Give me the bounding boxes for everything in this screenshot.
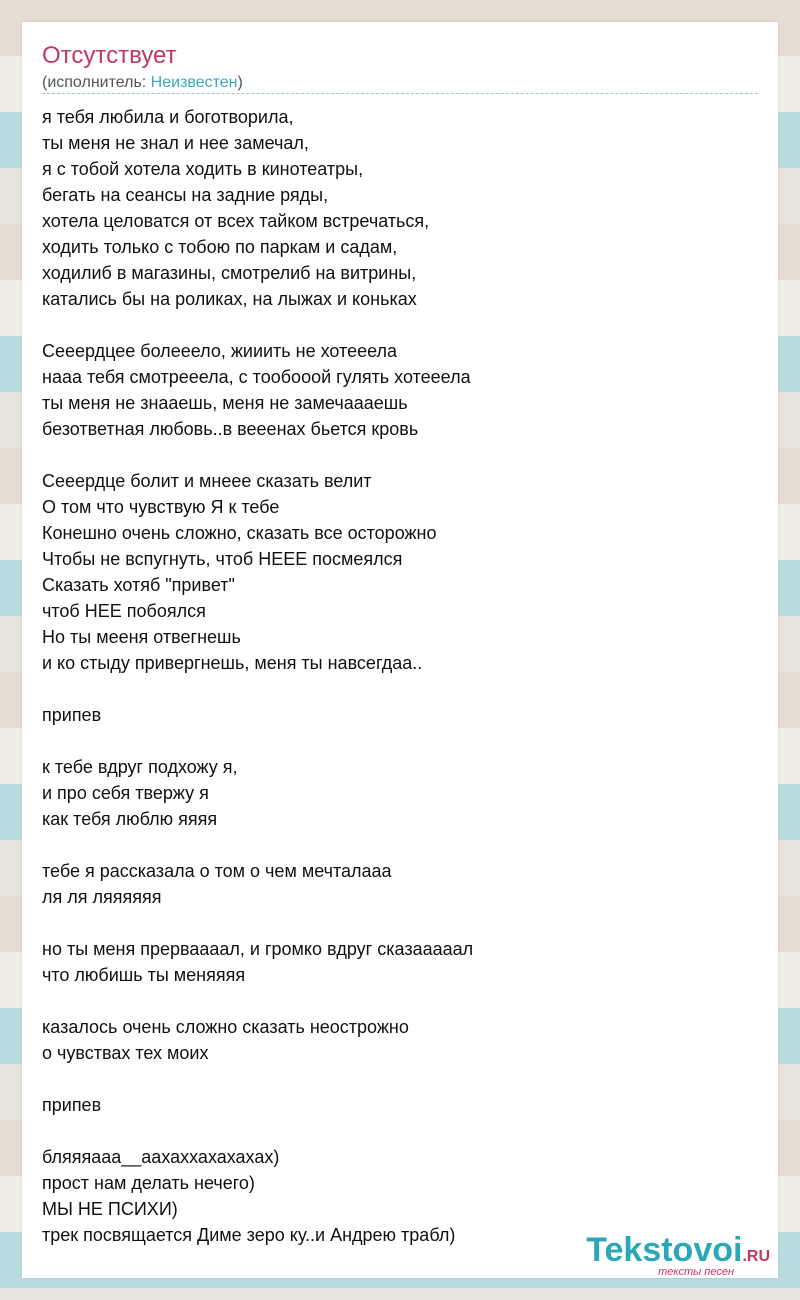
lyric-line: припев [42,705,102,725]
lyric-line: я тебя любила и боготворила, [42,107,294,127]
lyric-line: о чувствах тех моих [42,1043,209,1063]
lyric-line: катались бы на роликах, на лыжах и коньках [42,289,417,309]
lyric-line: и про себя твержу я [42,783,209,803]
lyric-line [42,1066,758,1092]
lyric-line: ля ля ляяяяяя [42,887,162,907]
lyric-line [42,312,758,338]
lyric-line [42,676,758,702]
lyric-line: казалось очень сложно сказать неострожно [42,1017,409,1037]
lyric-line: МЫ НЕ ПСИХИ) [42,1199,178,1219]
lyric-line: нааа тебя смотрееела, с тообооой гулять хотееела [42,367,471,387]
lyric-line [42,442,758,468]
lyric-line: бегать на сеансы на задние ряды, [42,185,329,205]
lyric-line: Конешно очень сложно, сказать все осторожно [42,523,437,543]
lyric-line: прост нам делать нечего) [42,1173,255,1193]
lyric-line: тебе я рассказала о том о чем мечталааа [42,861,392,881]
lyric-line: трек посвящается Диме зеро ку..и Андрею трабл) [42,1225,456,1245]
lyric-line: припев [42,1095,102,1115]
logo-name: Tekstovoi [586,1231,743,1269]
lyric-line: ты меня не знааешь, меня не замечаааешь [42,393,408,413]
lyric-line [42,832,758,858]
lyric-line: я с тобой хотела ходить в кинотеатры, [42,159,364,179]
lyric-line: Чтобы не вспугнуть, чтоб НЕЕЕ посмеялся [42,549,403,569]
lyric-line: О том что чувствую Я к тебе [42,497,280,517]
lyric-line: ходилиб в магазины, смотрелиб на витрины, [42,263,417,283]
lyric-line: Сказать хотяб "привет" [42,575,235,595]
lyric-line [42,910,758,936]
title-divider [42,93,758,94]
lyric-line: хотела целоватся от всех тайком встречаться, [42,211,430,231]
lyrics-text [42,104,758,1248]
lyrics-card [22,22,778,1278]
lyric-line [42,988,758,1014]
lyric-line: бляяяааа__аахаххахахахах) [42,1147,280,1167]
artist-suffix: ) [237,74,243,91]
lyric-line: безответная любовь..в вееенах бьется кровь [42,419,419,439]
lyric-line [42,1118,758,1144]
lyric-line [42,728,758,754]
lyric-line: но ты меня прерваааал, и громко вдруг сказааааал [42,939,474,959]
lyric-line: к тебе вдруг подхожу я, [42,757,238,777]
artist-prefix: (исполнитель: [42,74,151,91]
song-title: Отсутствует [42,42,177,69]
artist-name-link[interactable]: Неизвестен [150,74,238,91]
logo-tagline: тексты песен [658,1266,734,1278]
lyric-line: Сееердце болит и мнеее сказать велит [42,471,372,491]
lyric-line: и ко стыду привергнешь, меня ты навсегдаа.. [42,653,423,673]
logo-tld: .RU [742,1248,770,1265]
lyric-line: Сееердцее болееело, жииить не хотееела [42,341,398,361]
lyric-line: что любишь ты меняяяя [42,965,246,985]
lyric-line: как тебя люблю яяяя [42,809,218,829]
site-logo[interactable] [586,1231,770,1278]
lyric-line: ты меня не знал и нее замечал, [42,133,309,153]
artist-line [42,74,243,92]
lyric-line: Но ты мееня отвегнешь [42,627,241,647]
lyric-line: чтоб НЕЕ побоялся [42,601,206,621]
lyric-line: ходить только с тобою по паркам и садам, [42,237,398,257]
